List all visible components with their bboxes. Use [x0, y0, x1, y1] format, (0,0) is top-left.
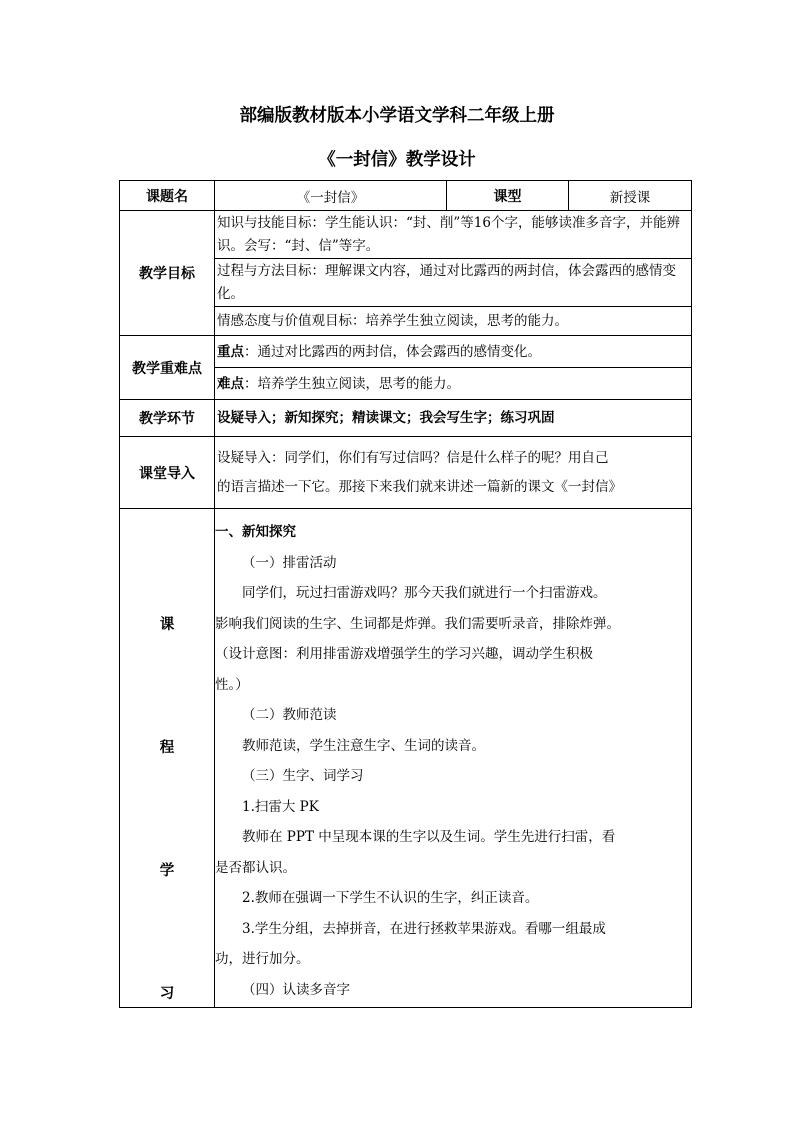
keypoints-label: 教学重难点	[120, 336, 215, 400]
intro-text	[215, 437, 692, 509]
process-label-char-3: 学	[159, 863, 175, 879]
key-point-text: ：通过对比露西的两封信，体会露西的感情变化。	[244, 343, 541, 360]
intro-line-1: 设疑导入：同学们，你们有写过信吗？信是什么样子的呢？用自己	[217, 450, 609, 466]
objectives-label: 教学目标	[120, 211, 215, 336]
process-label-char-2: 程	[159, 740, 175, 756]
list-item: 1.扫雷大 PK	[242, 798, 319, 815]
key-point-prefix: 重点	[217, 343, 244, 360]
stages-label: 教学环节	[120, 400, 215, 437]
paragraph-line: 性。）	[215, 676, 249, 693]
row-objective-1	[120, 211, 692, 259]
objective-process: 过程与方法目标：理解课文内容，通过对比露西的两封信，体会露西的感情变化。	[215, 259, 692, 307]
intro-line-2: 的语言描述一下它。那接下来我们就来讲述一篇新的课文《一封信》	[217, 479, 622, 495]
row-process	[120, 509, 692, 1008]
process-label-char-4: 习	[159, 986, 175, 1002]
row-intro	[120, 437, 692, 509]
paragraph-line: 影响我们阅读的生字、生词都是炸弹。我们需要听录音，排除炸弹。	[215, 615, 620, 632]
lesson-plan-table	[119, 180, 692, 1008]
subheading-2: （二）教师范读	[242, 707, 337, 723]
lesson-title-value: 《一封信》	[215, 181, 447, 211]
row-lesson-title	[120, 181, 692, 211]
objective-attitude: 情感态度与价值观目标：培养学生独立阅读，思考的能力。	[215, 307, 692, 336]
list-item: 2.教师在强调一下学生不认识的生字，纠正读音。	[242, 890, 539, 906]
objective-knowledge: 知识与技能目标：学生能认识：“封、削”等16个字，能够读准多音字，并能辨识。会写：“封、信”等字。	[215, 211, 692, 259]
lesson-type-label: 课型	[447, 181, 569, 211]
lesson-type-value: 新授课	[569, 181, 692, 211]
difficult-point	[215, 368, 692, 400]
difficult-point-text: ：培养学生独立阅读，思考的能力。	[244, 375, 460, 392]
section-heading: 一、新知探究	[215, 524, 296, 540]
list-item: 3.学生分组，去掉拼音，在进行拯救苹果游戏。看哪一组最成	[242, 920, 606, 937]
paragraph-line: 是否都认识。	[215, 859, 296, 876]
intro-label: 课堂导入	[120, 437, 215, 509]
paragraph-line: 功，进行加分。	[215, 951, 310, 967]
paragraph-line: 教师在 PPT 中呈现本课的生字以及生词。学生先进行扫雷，看	[242, 829, 616, 845]
paragraph-line: （设计意图：利用排雷游戏增强学生的学习兴趣，调动学生积极	[215, 646, 593, 662]
paragraph-line: 教师范读，学生注意生字、生词的读音。	[242, 737, 485, 754]
document-subtitle: 《一封信》教学设计	[318, 150, 476, 170]
subheading-1: （一）排雷活动	[242, 554, 337, 571]
subheading-3: （三）生字、词学习	[242, 768, 364, 784]
subheading-4: （四）认读多音字	[242, 981, 350, 998]
stages-value: 设疑导入；新知探究；精读课文；我会写生字；练习巩固	[215, 400, 692, 437]
row-key-point	[120, 336, 692, 368]
key-point	[215, 336, 692, 368]
process-label-char-1: 课	[159, 617, 175, 633]
process-content	[215, 509, 692, 1008]
row-stages	[120, 400, 692, 437]
process-label	[120, 509, 215, 1008]
difficult-point-prefix: 难点	[217, 375, 244, 392]
document-title: 部编版教材版本小学语文学科二年级上册	[239, 106, 555, 126]
lesson-title-label: 课题名	[120, 181, 215, 211]
paragraph-line: 同学们，玩过扫雷游戏吗？那今天我们就进行一个扫雷游戏。	[242, 585, 607, 601]
